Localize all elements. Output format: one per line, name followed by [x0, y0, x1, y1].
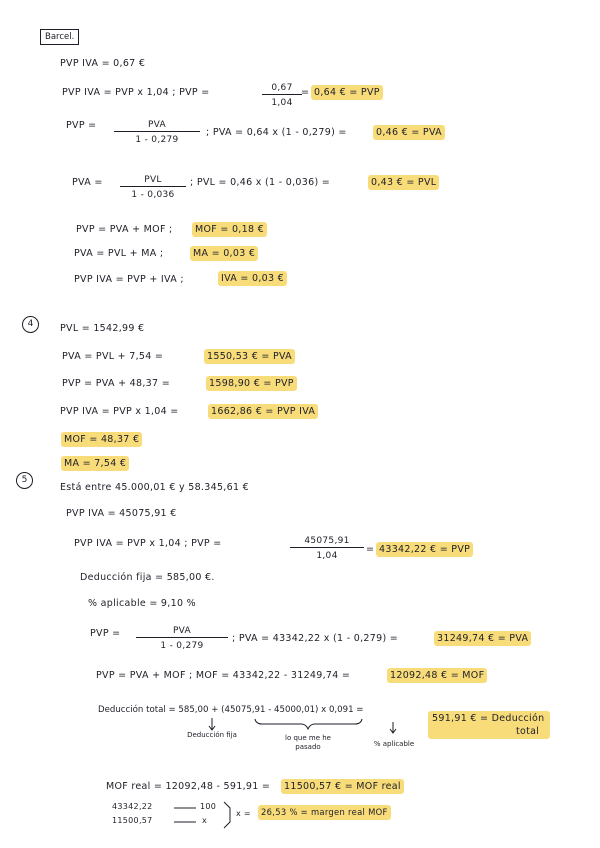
pvp-formula-ex4: PVP = PVA + 48,37 =: [62, 378, 170, 389]
pva-label: PVA =: [72, 177, 103, 188]
fraction-denominator: 1 - 0,036: [131, 190, 175, 200]
deduccion-total-formula: Deducción total = 585,00 + (45075,91 - 45000,01) x 0,091 =: [98, 705, 364, 715]
range-statement: Está entre 45.000,01 € y 58.345,61 €: [60, 482, 249, 493]
header-label: Barcel.: [40, 29, 79, 45]
fraction-denominator: 1,04: [316, 551, 338, 561]
pvp-iva-formula-ex4: PVP IVA = PVP x 1,04 =: [60, 406, 179, 417]
pvp-formula-ex5: PVP IVA = PVP x 1,04 ; PVP =: [74, 538, 222, 549]
rule-value-b2: x: [202, 816, 208, 825]
ma-formula: PVA = PVL + MA ;: [74, 248, 164, 259]
result-pva: 0,46 € = PVA: [373, 125, 445, 140]
pvl-formula: ; PVL = 0,46 x (1 - 0,036) =: [190, 177, 331, 188]
fraction-numerator: 45075,91: [290, 536, 364, 548]
rule-value-a2: 11500,57: [112, 816, 153, 825]
fraction-numerator: PVA: [114, 120, 200, 132]
note-deduccion-fija: Deducción fija: [187, 731, 237, 739]
result-ma-ex4: MA = 7,54 €: [61, 456, 129, 471]
pvp-formula: PVP IVA = PVP x 1,04 ; PVP =: [62, 87, 210, 98]
result-pvp: 0,64 € = PVP: [311, 85, 383, 100]
exercise-5-number: 5: [16, 472, 33, 489]
rule-value-a1: 43342,22: [112, 802, 153, 811]
pvp-label: PVP =: [66, 120, 97, 131]
result-pva-ex4: 1550,53 € = PVA: [204, 349, 295, 364]
pvl-value: PVL = 1542,99 €: [60, 323, 145, 334]
result-ma: MA = 0,03 €: [190, 246, 258, 261]
result-margen-real: 26,53 % = margen real MOF: [258, 805, 391, 820]
fraction-denominator: 1 - 0,279: [135, 135, 179, 145]
equals-sign: =: [366, 544, 375, 555]
result-mof-real: 11500,57 € = MOF real: [281, 779, 404, 794]
result-mof-ex5: 12092,48 € = MOF: [387, 668, 487, 683]
porcentaje-aplicable: % aplicable = 9,10 %: [88, 598, 196, 609]
iva-formula: PVP IVA = PVP + IVA ;: [74, 274, 184, 285]
fraction-numerator: PVA: [136, 626, 228, 638]
rule-value-b1: 100: [200, 802, 217, 811]
result-mof: MOF = 0,18 €: [192, 222, 267, 237]
equals-sign: =: [301, 87, 310, 98]
fraction-pvp: [262, 83, 302, 108]
result-pvl: 0,43 € = PVL: [368, 175, 439, 190]
fraction-pva-ex5: [136, 626, 228, 651]
result-mof-ex4: MOF = 48,37 €: [61, 432, 142, 447]
fraction-denominator: 1,04: [271, 98, 293, 108]
result-pvp-ex5: 43342,22 € = PVP: [376, 542, 473, 557]
deduccion-fija: Deducción fija = 585,00 €.: [80, 572, 215, 583]
note-porcentaje-aplicable: % aplicable: [373, 740, 415, 748]
mof-formula-ex5: PVP = PVA + MOF ; MOF = 43342,22 - 31249,74 =: [96, 670, 351, 681]
result-pvp-ex4: 1598,90 € = PVP: [206, 376, 297, 391]
fraction-numerator: PVL: [120, 175, 186, 187]
fraction-pvl: [120, 175, 186, 200]
fraction-pva: [114, 120, 200, 145]
result-iva: IVA = 0,03 €: [218, 271, 287, 286]
deduccion-total-word: total: [516, 726, 540, 737]
exercise-4-number: 4: [22, 316, 39, 333]
pva-formula: ; PVA = 0,64 x (1 - 0,279) =: [206, 127, 347, 138]
fraction-denominator: 1 - 0,279: [160, 641, 204, 651]
fraction-pvp-ex5: [290, 536, 364, 561]
deduccion-total-value: 591,91 € = Deducción: [432, 713, 545, 724]
result-pvp-iva-ex4: 1662,86 € = PVP IVA: [208, 404, 318, 419]
rule-x-equals: x =: [236, 809, 251, 818]
note-lo-que-me-he-pasado: lo que me he pasado: [285, 734, 331, 751]
fraction-numerator: 0,67: [262, 83, 302, 95]
pva-formula-ex4: PVA = PVL + 7,54 =: [62, 351, 164, 362]
mof-real-formula: MOF real = 12092,48 - 591,91 =: [106, 781, 271, 792]
pvp-iva-ex5: PVP IVA = 45075,91 €: [66, 508, 177, 519]
pvp-iva-line: PVP IVA = 0,67 €: [60, 58, 146, 69]
mof-formula: PVP = PVA + MOF ;: [76, 224, 173, 235]
result-pva-ex5: 31249,74 € = PVA: [434, 631, 531, 646]
pva-formula-ex5: ; PVA = 43342,22 x (1 - 0,279) =: [232, 633, 399, 644]
result-deduccion-total: [428, 711, 550, 739]
pvp-label-ex5: PVP =: [90, 628, 121, 639]
